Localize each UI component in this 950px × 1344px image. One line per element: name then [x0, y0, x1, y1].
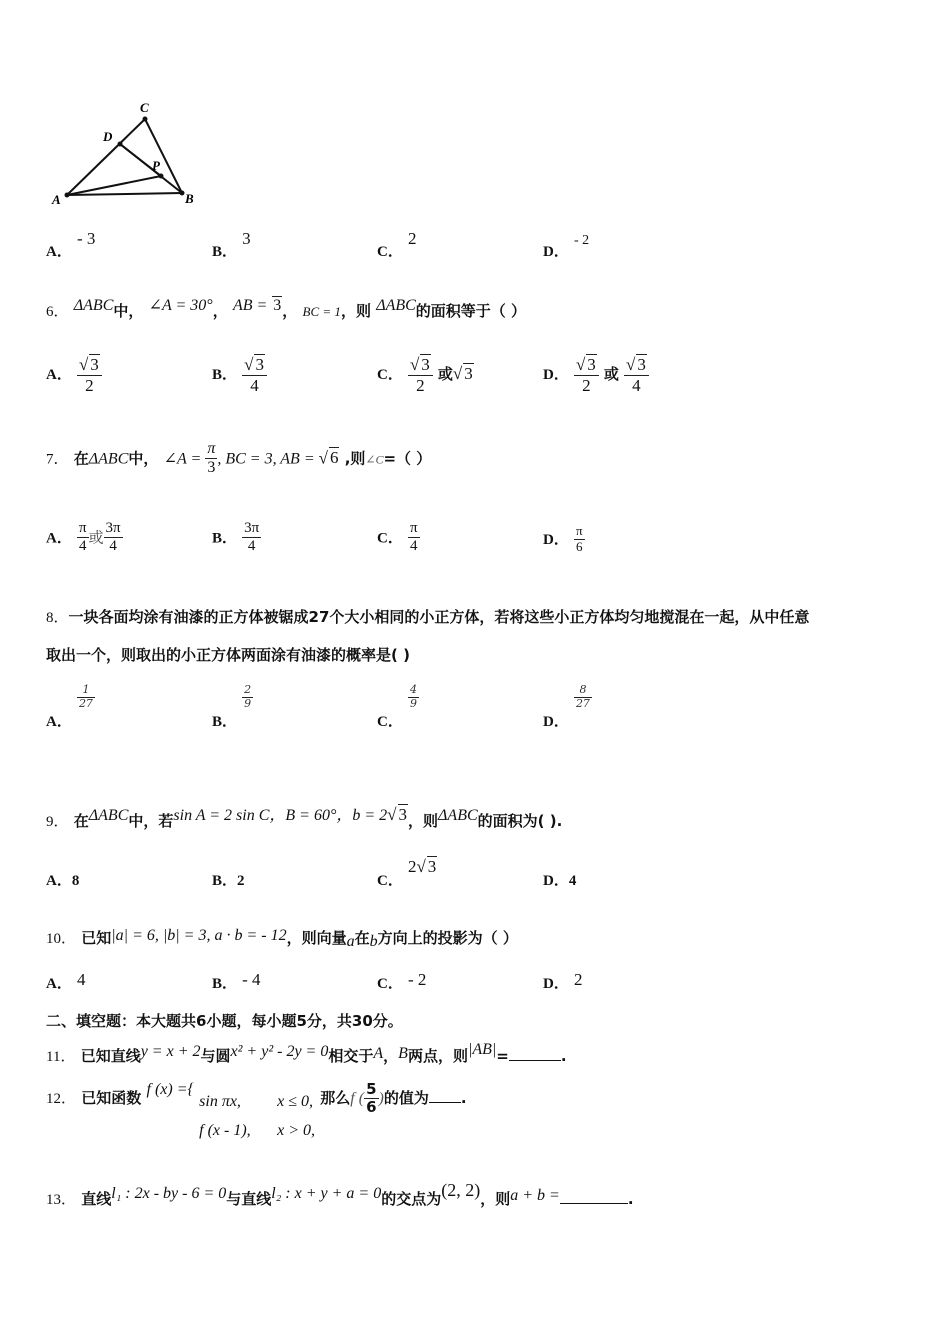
fraction: $\frac{√ 3}{4}$: [242, 354, 267, 395]
q8-stem-line1: [46, 606, 809, 627]
fraction: $\frac{\pi}{6}$: [575, 523, 583, 554]
option-value: 3: [242, 229, 251, 248]
q9-option-b[interactable]: [212, 869, 245, 890]
math: (2, 2): [441, 1180, 481, 1200]
question-number: 6．: [46, 304, 69, 320]
text: 中，: [128, 449, 159, 468]
option-label: B．: [212, 976, 238, 992]
option-label: D．: [543, 244, 569, 260]
segment-ab: [67, 193, 182, 195]
question-number: 11．: [46, 1049, 76, 1065]
q5-option-c[interactable]: [377, 229, 417, 261]
sqrt: 3: [427, 857, 437, 876]
q10-option-c[interactable]: [377, 972, 426, 993]
fraction: $\frac{√ 3}{2}$: [574, 354, 599, 395]
text: .: [627, 1190, 634, 1208]
question-number: 9．: [46, 814, 69, 830]
math: ΔABC: [88, 450, 129, 468]
math: a + b =: [510, 1187, 560, 1204]
text: 在: [73, 449, 89, 468]
fraction: $\frac{√ 3}{4}$: [624, 354, 649, 395]
option-label: B．: [212, 873, 238, 889]
math: |a| = 6, |b| = 3, a · b = - 12: [111, 927, 287, 944]
option-label: C．: [377, 976, 403, 992]
q12-stem: [46, 1080, 467, 1153]
fraction: $\frac{√ 3}{2}$: [408, 354, 433, 395]
option-label: D．: [543, 713, 569, 730]
q6-option-b[interactable]: [212, 354, 267, 395]
math: ΔABC: [88, 807, 129, 824]
q6-option-c[interactable]: C． $\frac{√ 3}{2}$ 或√ 3: [377, 355, 473, 395]
math: a: [346, 933, 355, 950]
fraction: $\frac{8}{27}$: [575, 683, 590, 710]
q7-option-c[interactable]: [377, 520, 420, 556]
point-d: [118, 142, 123, 147]
q11-stem: [46, 1041, 567, 1066]
math: ΔABC: [438, 807, 478, 824]
math: |AB|: [467, 1041, 497, 1058]
math: , BC = 3, AB =: [217, 450, 319, 468]
option-label: A．: [46, 976, 72, 992]
fraction: $\frac{4}{9}$: [409, 683, 417, 710]
text: =（ ）: [383, 449, 432, 468]
math: x² + y² - 2y = 0: [230, 1043, 329, 1060]
question-number: 8．: [46, 610, 69, 626]
question-number: 10．: [46, 931, 77, 947]
label-b: B: [185, 191, 194, 206]
case-2-expr: f (x - 1),: [199, 1122, 251, 1139]
q9-stem: 9． 在ΔABC中，若sin A = 2 sin C，B = 60°，b = 2√ 3，则ΔABC的面积为( ).: [46, 805, 563, 830]
text: 中，若: [128, 812, 174, 830]
text: 或: [88, 530, 104, 547]
text: 的面积等于（ ）: [415, 302, 527, 320]
option-label: C．: [377, 713, 403, 730]
q9-option-a[interactable]: [46, 869, 79, 890]
option-value: 4: [568, 873, 577, 889]
fraction: $\frac{3\pi}{4}$: [105, 520, 121, 555]
math: BC = 1: [302, 304, 341, 319]
option-value: - 4: [242, 970, 261, 989]
q7-option-b[interactable]: [212, 520, 261, 556]
option-value: 2: [237, 873, 245, 889]
segment-cb: [145, 119, 182, 193]
q10-option-a[interactable]: [46, 972, 85, 993]
answer-blank[interactable]: [509, 1060, 561, 1061]
q8-stem-line2: [46, 644, 410, 665]
text: 已知: [81, 929, 112, 947]
point-c: [143, 117, 148, 122]
text: 两点，则: [407, 1047, 468, 1065]
point-p: [159, 174, 164, 179]
option-label: A．: [46, 244, 72, 260]
option-label: A．: [46, 530, 72, 547]
q8-option-b[interactable]: [212, 683, 253, 730]
q13-stem: [46, 1180, 634, 1209]
piecewise: [199, 1087, 315, 1145]
answer-blank[interactable]: [560, 1203, 628, 1204]
math: ): [378, 1090, 384, 1108]
option-label: D．: [543, 367, 569, 384]
sqrt: 6: [329, 448, 339, 468]
fraction: $\frac{\pi}{4}$: [78, 520, 87, 555]
text: .: [460, 1089, 467, 1108]
label-d: D: [103, 129, 113, 144]
text: 的交点为: [381, 1190, 442, 1208]
math: ΔABC: [376, 297, 416, 314]
case-2-cond: x > 0,: [277, 1122, 316, 1139]
text: 或: [437, 365, 453, 384]
q10-option-d[interactable]: [543, 972, 582, 993]
option-label: B．: [212, 367, 238, 384]
q6-stem: [46, 297, 527, 321]
option-value: 2: [407, 857, 417, 876]
fraction: $\frac{1}{27}$: [78, 683, 93, 710]
text: 直线: [81, 1190, 112, 1208]
text: 在: [354, 929, 370, 947]
text: 的值为: [383, 1089, 429, 1108]
option-value: 4: [76, 970, 86, 989]
option-label: D．: [543, 976, 569, 992]
option-label: C．: [377, 873, 403, 889]
text: 在: [73, 812, 89, 830]
q5-option-b[interactable]: [212, 229, 251, 261]
option-value: 2: [407, 229, 417, 248]
text: 取出一个，则取出的小正方体两面涂有油漆的概率是( ): [46, 646, 410, 664]
q7-option-d[interactable]: [543, 524, 585, 555]
math: f (x) ={: [146, 1081, 194, 1099]
text: 的面积为( ).: [477, 812, 563, 830]
option-label: C．: [377, 530, 403, 547]
text: ，: [282, 302, 298, 320]
math: B: [398, 1045, 408, 1062]
option-label: D．: [543, 531, 569, 548]
option-value: - 3: [76, 229, 96, 248]
text: 已知直线: [80, 1047, 141, 1065]
text: 与直线: [226, 1190, 272, 1208]
q6-option-d[interactable]: [543, 354, 649, 395]
label-c: C: [140, 100, 149, 115]
text: ，: [383, 1047, 399, 1065]
math: f (: [350, 1090, 365, 1108]
q5-option-d[interactable]: [543, 233, 590, 261]
math: l₁ : 2x - by - 6 = 0: [111, 1185, 227, 1202]
question-number: 7．: [46, 451, 69, 468]
fraction: $\frac{2}{9}$: [244, 683, 252, 710]
text: 相交于: [328, 1047, 374, 1065]
text: 与圆: [200, 1047, 231, 1065]
q8-option-c[interactable]: [377, 683, 419, 730]
text: ，: [212, 302, 228, 320]
text: ，则: [340, 302, 371, 320]
fraction: $\frac{\pi}{3}$: [207, 440, 216, 477]
math: ∠C: [365, 452, 384, 467]
math: AB =: [232, 297, 272, 314]
label-p: P: [152, 158, 160, 173]
q5-option-a[interactable]: [46, 229, 96, 261]
text: 一块各面均涂有油漆的正方体被锯成27个大小相同的小正方体，若将这些小正方体均匀地搅混在一起，从中任意: [68, 608, 810, 626]
text: 中，: [113, 302, 144, 320]
section-2-title: 二、填空题：本大题共6小题，每小题5分，共30分。: [46, 1012, 403, 1030]
sqrt: 3: [464, 364, 473, 384]
point-a: [65, 193, 70, 198]
math: y = x + 2: [140, 1043, 201, 1060]
option-label: A．: [46, 367, 72, 384]
q10-stem: [46, 927, 518, 948]
q7-option-a[interactable]: [46, 520, 123, 556]
math: ∠A =: [163, 450, 206, 468]
fraction: $\frac{\pi}{4}$: [409, 520, 418, 555]
option-label: C．: [377, 367, 403, 384]
question-number: 13．: [46, 1192, 77, 1208]
q8-option-d[interactable]: [543, 683, 592, 730]
option-label: D．: [543, 873, 569, 889]
math: ∠A = 30°: [148, 297, 213, 314]
segment-db: [120, 144, 182, 193]
option-label: B．: [212, 244, 238, 260]
question-number: 12．: [46, 1091, 77, 1108]
option-label: B．: [212, 713, 238, 730]
fraction: $\frac{5}{6}$: [366, 1080, 377, 1117]
text: .: [560, 1047, 567, 1065]
math: b: [369, 933, 378, 950]
option-value: - 2: [407, 970, 427, 989]
point-b: [180, 191, 185, 196]
option-label: A．: [46, 713, 72, 730]
sqrt: 3: [273, 297, 282, 314]
text: ,则: [344, 449, 366, 468]
math: l₂ : x + y + a = 0: [271, 1185, 382, 1202]
option-value: 8: [71, 873, 80, 889]
text: 已知函数: [81, 1089, 142, 1108]
text: ，则: [408, 812, 439, 830]
label-a: A: [52, 192, 61, 207]
math: ΔABC: [73, 297, 114, 314]
case-1-cond: x ≤ 0,: [277, 1093, 314, 1110]
text: ，则: [480, 1190, 511, 1208]
option-value: - 2: [573, 233, 590, 248]
text: ，则向量: [286, 929, 347, 947]
option-label: B．: [212, 530, 238, 547]
math: A: [373, 1045, 384, 1062]
case-1-expr: sin πx,: [199, 1093, 241, 1110]
text: =: [496, 1047, 509, 1065]
text: 方向上的投影为（ ）: [377, 929, 518, 947]
q8-option-a[interactable]: [46, 683, 95, 730]
q9-option-d[interactable]: [543, 869, 576, 890]
text: 那么: [320, 1089, 351, 1108]
answer-blank[interactable]: [429, 1102, 461, 1103]
fraction: $\frac{3\pi}{4}$: [244, 520, 260, 555]
triangle-figure: [40, 95, 210, 215]
sqrt: 3: [398, 805, 408, 824]
option-value: 2: [573, 970, 583, 989]
segment-ap: [67, 176, 161, 195]
q9-option-c[interactable]: C． 2√ 3: [377, 857, 437, 889]
text: 或: [603, 365, 619, 384]
q10-option-b[interactable]: [212, 972, 261, 993]
q7-stem: 7． 在ΔABC中， ∠A = $\frac{\pi}{3}$ , BC = 3, AB = √ 6 ,则∠C=（ ）: [46, 440, 432, 477]
math: sin A = 2 sin C，B = 60°，b = 2: [173, 807, 388, 824]
option-label: C．: [377, 244, 403, 260]
option-label: A．: [46, 873, 72, 889]
q6-option-a[interactable]: [46, 354, 102, 395]
fraction: $\frac{√ 3}{2}$: [77, 354, 102, 395]
